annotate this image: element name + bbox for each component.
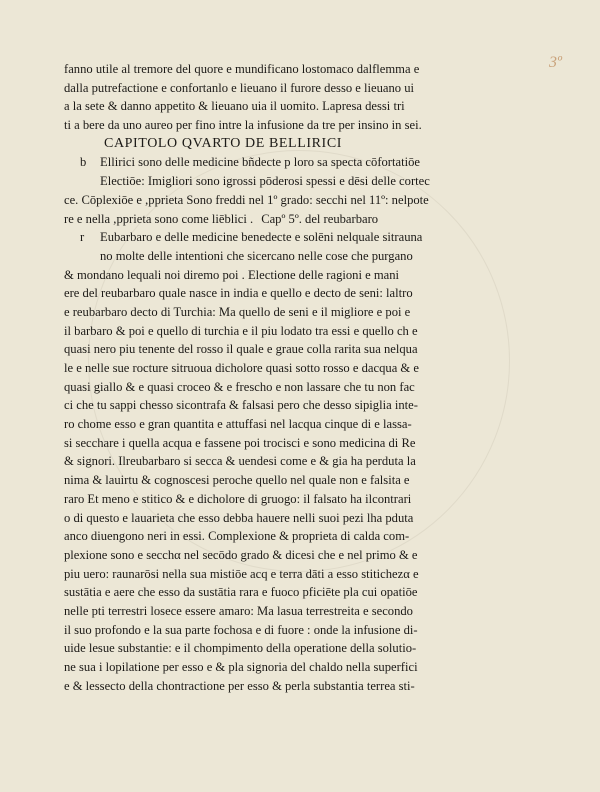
text-line: e reubarbaro decto di Turchia: Ma quello de seni e il migliore e poi e — [64, 304, 411, 319]
chapter-heading: CAPITOLO QVARTO DE BELLIRICI — [104, 135, 343, 151]
text-block — [64, 60, 489, 695]
text-line: ne sua i lopilatione per esso e & pla signoria del chaldo nella superfici — [64, 660, 418, 674]
text-line: uide lesue substantie: e il chompimento della operatione della solutio- — [64, 641, 417, 656]
text-line: plexione sono e secchα nel secōdo grado & dicesi che e nel primo & e — [64, 547, 418, 562]
text-line: Ellirici sono delle medicine bñdecte p loro sa specta cōfortatiōe — [100, 155, 420, 170]
text-line: a la sete & danno appetito & lieuano uia il uomito. Lapresa dessi tri — [64, 99, 405, 114]
text-line-part: re e nella ,pprieta sono come liēblici . — [64, 211, 254, 226]
text-line: no molte delle intentioni che sicercano nelle cose che purgano — [100, 248, 413, 263]
text-line: ci che tu sappi chesso sicontrafa & falsasi pero che desso sipiglia inte- — [64, 398, 418, 413]
text-line: ere del reubarbaro quale nasce in india e quello e decto de seni: laltro — [64, 286, 413, 301]
text-line: sustātia e aere che esso da sustātia rara e fuoco pficiēte pla cui opatiōe — [64, 585, 418, 600]
initial-letter-r: r — [80, 230, 85, 245]
text-line: & signori. Ilreubarbaro si secca & uendesi come e & gia ha perduta la — [64, 454, 416, 469]
text-line: nima & lauirtu & cognoscesi peroche quello nel quale non e falsita e — [64, 473, 410, 488]
text-line: raro Et meno e stitico & e dicholore di gruogo: il falsato ha ilcontrari — [64, 491, 412, 506]
text-line: dalla putrefactione e confortanlo e lieuano il furore desso e lieuano ui — [64, 80, 415, 95]
text-line: nelle pti terrestri losece essere amaro: Ma lasua terrestreita e secondo — [64, 603, 413, 618]
text-line-initial-r — [64, 228, 489, 247]
text-line: & mondano lequali noi diremo poi . Electione delle ragioni e mani — [64, 267, 400, 282]
folio-number: 3º — [549, 54, 562, 71]
text-line: si secchare i quella acqua e fassene poi trocisci e sono medicina di Re — [64, 435, 416, 450]
text-line: anco diuengono neri in essi. Complexione & proprieta di calda com- — [64, 529, 410, 544]
text-line: le e nelle sue rocture sitruoua dicholore quasi sotto rosso e dacqua & e — [64, 361, 419, 375]
text-line: Electiōe: Imigliori sono igrossi pōderosi spessi e dēsi delle cortec — [100, 174, 430, 189]
text-line: fanno utile al tremore del quore e mundificano lostomaco dalflemma e — [64, 62, 420, 76]
text-line: ce. Cōplexiōe e ,pprieta Sono freddi nel 1º grado: secchi nel 11º: nelpote — [64, 192, 429, 207]
text-line: il barbaro & poi e quello di turchia e il piu lodato tra essi e quello ch e — [64, 323, 418, 338]
text-line: ti a bere da uno aureo per fino intre la infusione da tre per insino in sei. — [64, 118, 422, 133]
text-line: Eubarbaro e delle medicine benedecte e solēni nelquale sitrauna — [100, 230, 423, 245]
text-line: piu uero: raunarōsi nella sua mistiōe acq e terra dāti a esso stitichezα e — [64, 566, 419, 581]
text-line: ro chome esso e gran quantita e attuffasi nel lacqua cinque di e lassa- — [64, 417, 412, 432]
text-line — [64, 210, 489, 229]
text-line: quasi giallo & e quasi croceo & e freschο e non lassare che tu non fac — [64, 379, 415, 394]
text-line: il suo profondo e la sua parte fochosa e di fuore : onde la infusione di- — [64, 622, 418, 637]
chapter-reference: Capº 5º. del reubarbaro — [261, 211, 379, 226]
initial-letter-b: b — [80, 155, 87, 170]
text-line: quasi nero piu tenente del rosso il quale e graue colla rarita sua nelqua — [64, 342, 418, 357]
text-line: e & lessecto della chontractione per esso & perla substantia terrea sti- — [64, 678, 415, 693]
text-line-initial-b — [64, 153, 489, 172]
text-line: o di questo e lauarieta che esso debba hauere nelli suoi pezi lha pduta — [64, 510, 414, 525]
